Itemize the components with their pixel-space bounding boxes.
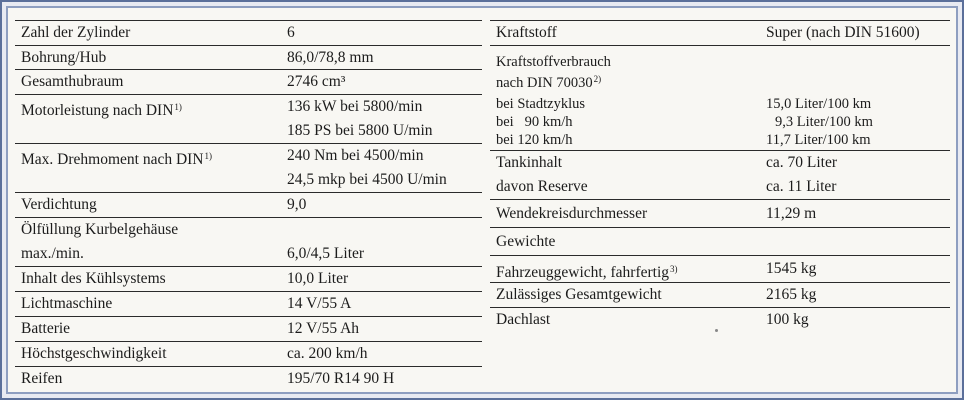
spec-value (287, 95, 433, 143)
spec-label: Gesamthubraum (21, 73, 124, 90)
spec-label-line (496, 67, 601, 95)
spec-row-hubraum (15, 70, 482, 95)
spec-value (287, 144, 447, 192)
spec-row-lichtmaschine (15, 292, 482, 317)
spec-row-batterie (15, 317, 482, 342)
spec-label-text: Max. Drehmoment nach DIN (21, 151, 204, 168)
spec-row-tankinhalt (490, 151, 950, 200)
spec-value: Super (nach DIN 51600) (766, 24, 920, 41)
footnote-marker: 1) (174, 102, 182, 112)
spec-row-kraftstoff (490, 20, 950, 46)
spec-label-line: davon Reserve (496, 178, 588, 195)
spec-value-line: ca. 11 Liter (766, 178, 837, 195)
spec-label: Zahl der Zylinder (21, 24, 131, 41)
spec-value: 2165 kg (766, 286, 817, 303)
spec-label: Verdichtung (21, 196, 97, 213)
footnote-marker: 3) (670, 264, 678, 274)
spec-label: Dachlast (496, 311, 551, 328)
spec-value: 14 V/55 A (287, 295, 352, 312)
spec-label: Lichtmaschine (21, 295, 113, 312)
spec-row-gewichte-heading (490, 228, 950, 256)
spec-label: Bohrung/Hub (21, 49, 107, 66)
spec-label-line: Ölfüllung Kurbelgehäuse (21, 221, 179, 238)
spec-row-verdichtung (15, 193, 482, 218)
spec-value: 11,29 m (766, 205, 817, 222)
spec-label (496, 151, 588, 199)
spec-value-line: 24,5 mkp bei 4500 U/min (287, 171, 447, 188)
spec-row-reifen (15, 367, 482, 390)
section-heading: Gewichte (496, 233, 556, 250)
spec-label: Inhalt des Kühlsystems (21, 270, 166, 287)
spec-label: Reifen (21, 370, 63, 387)
spec-value: 100 kg (766, 311, 809, 328)
spec-label-text: Motorleistung nach DIN (21, 102, 174, 119)
spec-label: Wendekreisdurchmesser (496, 205, 648, 222)
consumption-label: bei Stadtzyklus (496, 96, 586, 112)
spec-value: 9,0 (287, 196, 307, 213)
spec-value: 86,0/78,8 mm (287, 49, 374, 66)
spec-label (496, 257, 678, 285)
spec-label: Batterie (21, 320, 71, 337)
spec-row-kuehlsystem (15, 267, 482, 292)
spec-value: ca. 200 km/h (287, 345, 368, 362)
spec-label: Kraftstoff (496, 24, 557, 41)
right-spec-column (490, 20, 950, 330)
consumption-label: bei 90 km/h (496, 114, 573, 130)
spec-row-fahrzeuggewicht (490, 256, 950, 283)
consumption-label: bei 120 km/h (496, 132, 573, 148)
spec-row-motorleistung (15, 95, 482, 144)
spec-label (21, 95, 182, 123)
spec-value: 195/70 R14 90 H (287, 370, 395, 387)
spec-value: 2746 cm³ (287, 73, 346, 90)
spec-label: Zulässiges Gesamtgewicht (496, 286, 662, 303)
consumption-value: 9,3 Liter/100 km (775, 114, 873, 130)
spec-row-bohrung (15, 46, 482, 70)
spec-label (21, 144, 212, 172)
spec-row-oelfuellung (15, 218, 482, 267)
left-spec-column (15, 20, 482, 390)
spec-value-line: ca. 70 Liter (766, 154, 838, 171)
spec-row-drehmoment (15, 144, 482, 193)
spec-label-text: Fahrzeuggewicht, fahrfertig (496, 264, 670, 281)
print-speck (715, 329, 718, 332)
spec-label (21, 218, 178, 266)
spec-value-line: 136 kW bei 5800/min (287, 98, 423, 115)
footnote-marker: 2) (593, 74, 602, 84)
spec-label: Höchstgeschwindigkeit (21, 345, 167, 362)
spec-value: 1545 kg (766, 260, 817, 277)
spec-row-kraftstoffverbrauch (490, 46, 950, 151)
spec-label-line: Kraftstoffverbrauch (496, 54, 611, 70)
spec-value: 6 (287, 24, 295, 41)
spec-label-line: Tankinhalt (496, 154, 563, 171)
spec-label-line: max./min. (21, 245, 84, 262)
spec-value: 6,0/4,5 Liter (287, 245, 365, 262)
spec-value: 10,0 Liter (287, 270, 349, 287)
footnote-marker: 1) (204, 151, 213, 161)
spec-row-wendekreis (490, 200, 950, 228)
spec-row-gesamtgewicht (490, 283, 950, 308)
spec-row-dachlast (490, 308, 950, 330)
spec-value: 12 V/55 Ah (287, 320, 360, 337)
spec-value-line: 240 Nm bei 4500/min (287, 147, 424, 164)
spec-value (766, 151, 837, 199)
spec-row-hoechstgeschwindigkeit (15, 342, 482, 367)
consumption-value: 15,0 Liter/100 km (766, 96, 872, 112)
spec-value-line: 185 PS bei 5800 U/min (287, 122, 433, 139)
spec-row-zylinder (15, 20, 482, 46)
consumption-value: 11,7 Liter/100 km (766, 132, 871, 148)
spec-label-text: nach DIN 70030 (496, 75, 593, 91)
